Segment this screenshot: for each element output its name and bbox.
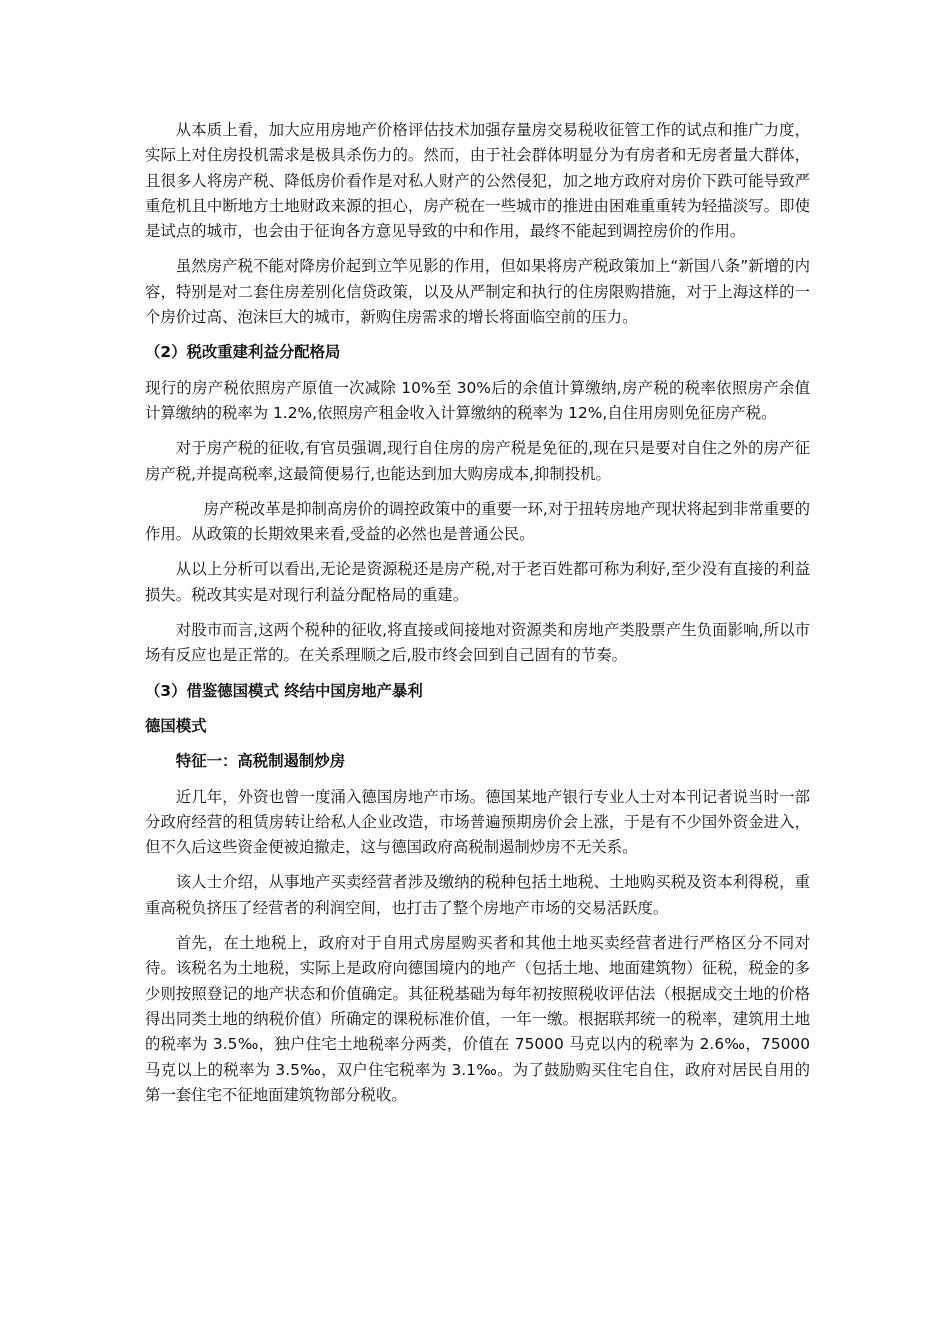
subheading-german-model: 德国模式 <box>145 716 207 735</box>
paragraph-stock-market: 对股市而言,这两个税种的征收,将直接或间接地对资源类和房地产类股票产生负面影响,所以市场有反应也是正常的。在关系理顺之后,股市终会回到自己固有的节奏。 <box>145 621 810 665</box>
paragraph-new-eight-rules: 虽然房产税不能对降房价起到立竿见影的作用，但如果将房产税政策加上“新国八条”新增的内容，特别是对二套住房差别化信贷政策，以及从严制定和执行的住房限购措施，对于上海这样的一个房价过高、泡沫巨大的城市，新购住房需求的增长将面临空前的压力。 <box>145 257 810 327</box>
paragraph-tax-types: 该人士介绍，从事地产买卖经营者涉及缴纳的税种包括土地税、土地购买税及资本利得税，重重高税负挤压了经营者的利润空间，也打击了整个房地产市场的交易活跃度。 <box>145 873 810 917</box>
paragraph-official-statement: 对于房产税的征收,有官员强调,现行自住房的房产税是免征的,现在只是要对自住之外的房产征房产税,并提高税率,这最简便易行,也能达到加大购房成本,抑制投机。 <box>145 439 810 483</box>
paragraph-land-tax: 首先，在土地税上，政府对于自用式房屋购买者和其他土地买卖经营者进行严格区分不同对待。该税名为土地税，实际上是政府向德国境内的地产（包括土地、地面建筑物）征税，税金的多少则按照登记的地产状态和价值确定。其征税基础为每年初按照税收评估法（根据成交土地的价格得出同类土地的纳税价值）所确定的课税标准价值，一年一缴。根据联邦统一的税率，建筑用土地的税率为 3.5‰，独户住宅土地税率分两类，价值在 75000 马克以内的税率为 2.6‰，75000 马克以上的税率为 3.5‰，双户住宅税率为 3.1‰。为了鼓励购买住宅自住，政府对居民自用的第一套住宅不征地面建筑物部分税收。 <box>145 934 810 1104</box>
document-body <box>145 118 810 1118</box>
subheading-feature-one: 特征一：高税制遏制炒房 <box>175 752 346 771</box>
paragraph-property-tax-essence: 从本质上看，加大应用房地产价格评估技术加强存量房交易税收征管工作的试点和推广力度，实际上对住房投机需求是极具杀伤力的。然而，由于社会群体明显分为有房者和无房者量大群体，且很多人将房产税、降低房价看作是对私人财产的公然侵犯，加之地方政府对房价下跌可能导致严重危机且中断地方土地财政来源的担心，房产税在一些城市的推进由困难重重转为轻描淡写。即使是试点的城市，也会由于征询各方意见导致的中和作用，最终不能起到调控房价的作用。 <box>145 121 810 241</box>
section-heading-2: （2）税改重建利益分配格局 <box>145 343 341 362</box>
paragraph-analysis-conclusion: 从以上分析可以看出,无论是资源税还是房产税,对于老百姓都可称为利好,至少没有直接的利益损失。税改其实是对现行利益分配格局的重建。 <box>145 560 810 604</box>
section-heading-3: （3）借鉴德国模式 终结中国房地产暴利 <box>145 681 423 700</box>
paragraph-foreign-capital: 近几年，外资也曾一度涌入德国房地产市场。德国某地产银行专业人士对本刊记者说当时一部分政府经营的租赁房转让给私人企业改造，市场普遍预期房价会上涨，于是有不少国外资金进入，但不久后这些资金便被迫撤走，这与德国政府高税制遏制炒房不无关系。 <box>145 787 810 857</box>
paragraph-current-tax-rates: 现行的房产税依照房产原值一次减除 10%至 30%后的余值计算缴纳,房产税的税率依照房产余值计算缴纳的税率为 1.2%,依照房产租金收入计算缴纳的税率为 12%,自住用房则免征房产税。 <box>145 378 810 422</box>
paragraph-reform-importance: 房产税改革是抑制高房价的调控政策中的重要一环,对于扭转房地产现状将起到非常重要的作用。从政策的长期效果来看,受益的必然也是普通公民。 <box>145 499 810 544</box>
